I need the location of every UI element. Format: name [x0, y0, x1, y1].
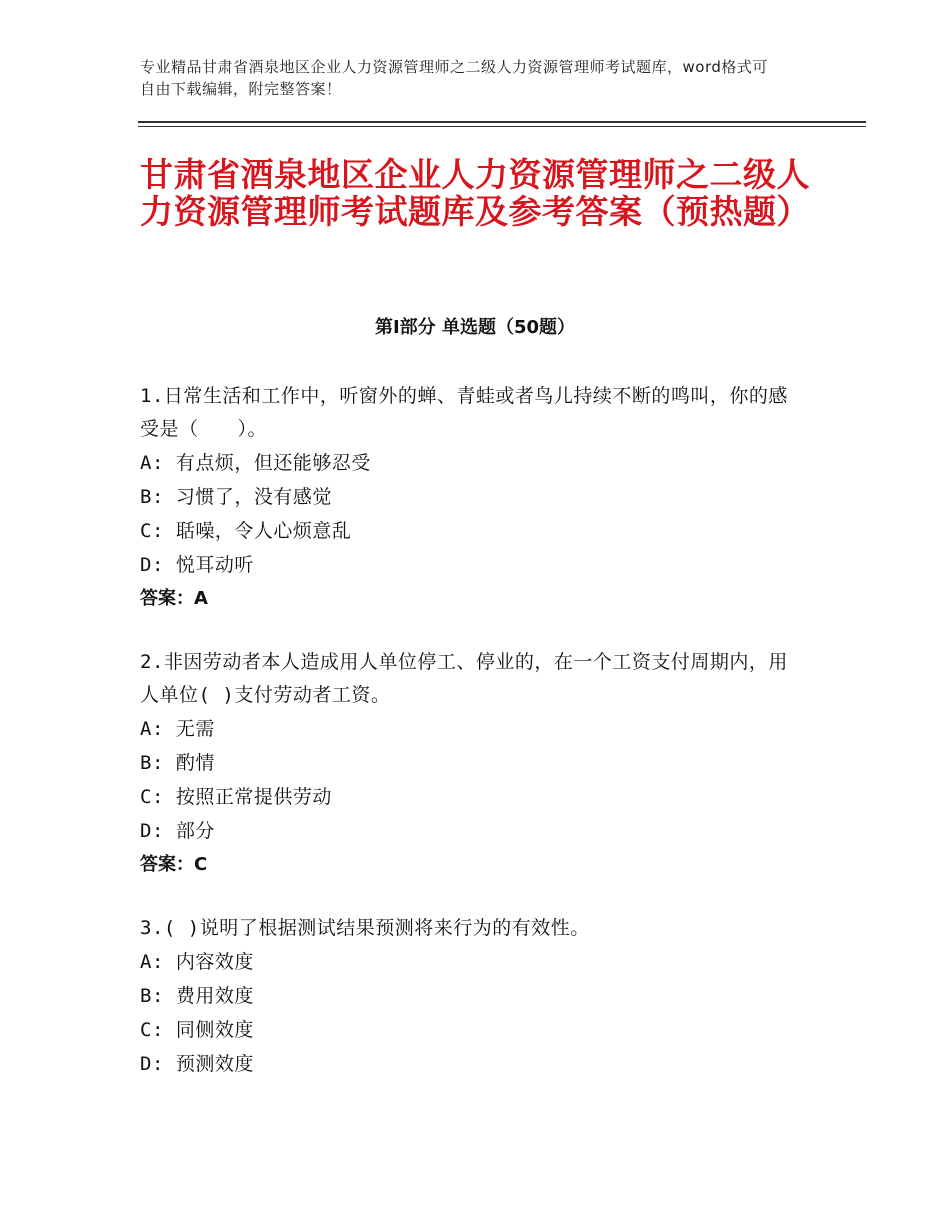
- question-1: [140, 380, 800, 616]
- option-b: B: 酌情: [140, 752, 215, 774]
- option-d: D: 部分: [140, 820, 215, 842]
- question-stem: 2.非因劳动者本人造成用人单位停工、停业的，在一个工资支付周期内，用人单位( )支付劳动者工资。: [140, 651, 788, 706]
- option-a: A: 有点烦，但还能够忍受: [140, 452, 371, 474]
- option-c: C: 按照正常提供劳动: [140, 786, 332, 808]
- option-b: B: 习惯了，没有感觉: [140, 486, 332, 508]
- question-3: [140, 912, 800, 1081]
- option-c: C: 聒噪，令人心烦意乱: [140, 520, 352, 542]
- option-b: B: 费用效度: [140, 985, 254, 1007]
- answer: 答案：A: [140, 588, 208, 609]
- answer: 答案：C: [140, 854, 208, 875]
- option-d: D: 预测效度: [140, 1053, 254, 1075]
- header-divider-thick: [138, 121, 866, 123]
- header-divider-thin: [138, 126, 866, 127]
- document-title: 甘肃省酒泉地区企业人力资源管理师之二级人力资源管理师考试题库及参考答案（预热题）: [140, 155, 810, 231]
- question-2: [140, 646, 800, 882]
- header-note: 专业精品甘肃省酒泉地区企业人力资源管理师之二级人力资源管理师考试题库，word格式可自由下载编辑，附完整答案！: [140, 58, 768, 98]
- question-stem: 1.日常生活和工作中，听窗外的蝉、青蛙或者鸟儿持续不断的鸣叫，你的感受是（ ）。: [140, 385, 788, 440]
- option-a: A: 无需: [140, 718, 215, 740]
- question-stem: 3.( )说明了根据测试结果预测将来行为的有效性。: [140, 917, 590, 939]
- section-heading: 第Ⅰ部分 单选题（50题）: [374, 317, 575, 338]
- question-list: [140, 380, 800, 1111]
- option-c: C: 同侧效度: [140, 1019, 254, 1041]
- option-d: D: 悦耳动听: [140, 554, 254, 576]
- option-a: A: 内容效度: [140, 951, 254, 973]
